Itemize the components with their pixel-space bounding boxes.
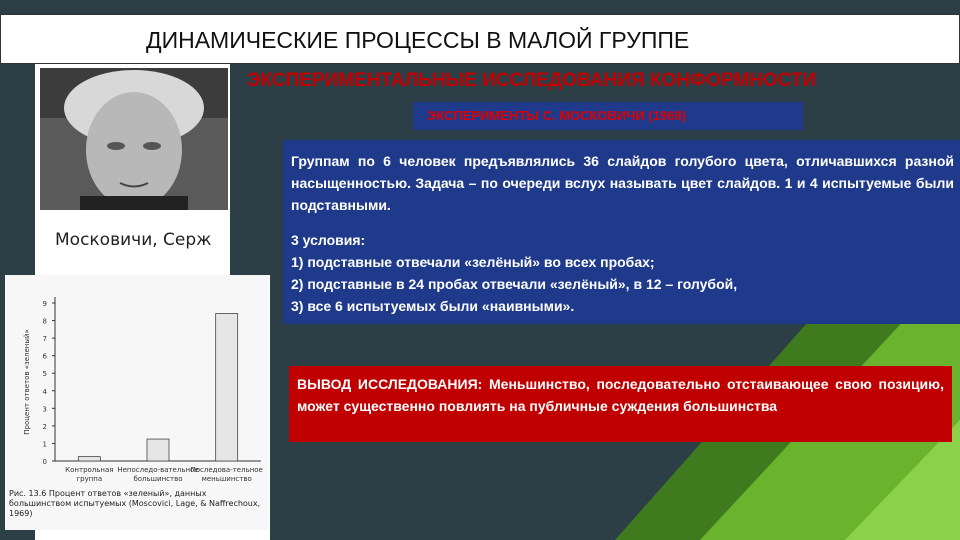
condition-item: 2) подставные в 24 пробах отвечали «зелёный», в 12 – голубой,: [291, 276, 738, 292]
photo-caption: Московичи, Серж: [55, 230, 212, 250]
category-label: Непоследо-вательное: [117, 466, 199, 474]
y-tick-label: 1: [42, 440, 47, 449]
y-tick-label: 6: [42, 352, 47, 361]
y-tick-label: 3: [42, 405, 47, 414]
category-label: меньшинство: [201, 475, 252, 483]
y-tick-label: 5: [42, 370, 47, 379]
y-tick-label: 4: [42, 387, 47, 396]
y-tick-label: 2: [42, 422, 47, 431]
conclusion-label: ВЫВОД ИССЛЕДОВАНИЯ:: [297, 376, 483, 392]
slide-title: ДИНАМИЧЕСКИЕ ПРОЦЕССЫ В МАЛОЙ ГРУППЕ: [146, 27, 690, 53]
category-label: Контрольная: [65, 466, 114, 474]
y-tick-label: 8: [42, 317, 47, 326]
category-label: группа: [76, 475, 103, 483]
conclusion-box: [289, 366, 952, 442]
description-text: Группам по 6 человек предъявлялись 36 слайдов голубого цвета, отличавшихся разной насыщенностью. Задача – по очереди вслух называть цвет слайдов. 1 и 4 испытуемые были подставными.: [291, 153, 954, 213]
category-label: большинство: [133, 475, 183, 483]
portrait-photo: [40, 68, 228, 210]
conclusion-text: Меньшинство, последовательно отстаивающее свою позицию, может существенно повлиять на публичные суждения большинства: [297, 376, 945, 414]
portrait-image: [40, 68, 228, 210]
bar-chart: [5, 275, 269, 530]
bar: [216, 314, 238, 461]
conditions-title: 3 условия:: [291, 232, 366, 248]
experiment-badge: [413, 102, 803, 130]
condition-item: 1) подставные отвечали «зелёный» во всех пробах;: [291, 254, 655, 270]
bar: [78, 457, 100, 461]
description-box: [283, 140, 960, 324]
bar-chart-svg: [5, 275, 269, 489]
y-axis-label: Процент ответов «зеленый»: [23, 329, 31, 435]
bar: [147, 439, 169, 461]
experiment-badge-label: ЭКСПЕРИМЕНТЫ С. МОСКОВИЧИ (1969): [427, 108, 686, 123]
section-subtitle: ЭКСПЕРИМЕНТАЛЬНЫЕ ИССЛЕДОВАНИЯ КОНФОРМНОСТИ: [247, 70, 817, 91]
category-label: Последова-тельное: [190, 466, 263, 474]
y-tick-label: 0: [42, 458, 47, 466]
condition-item: 3) все 6 испытуемых были «наивными».: [291, 298, 575, 314]
top-band: [0, 0, 960, 14]
chart-caption: Рис. 13.6 Процент ответов «зеленый», данных большинством испытуемых (Moscovici, Lage, & Naffrechoux, 1969): [9, 489, 261, 518]
title-bar: [0, 14, 960, 64]
y-tick-label: 7: [42, 335, 47, 344]
y-tick-label: 9: [42, 300, 47, 308]
